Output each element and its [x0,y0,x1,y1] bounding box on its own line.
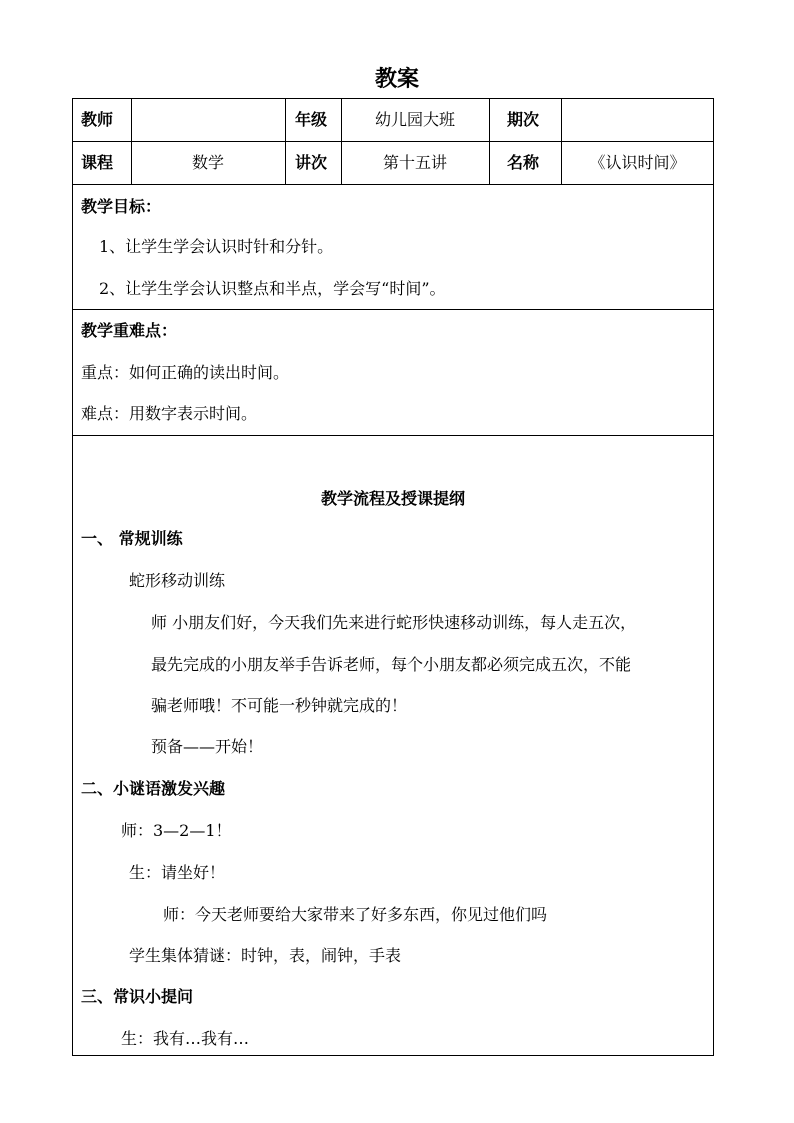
info-row-2 [73,142,713,184]
section-2-title: 二、小谜语激发兴趣 [81,779,226,798]
section-3-line-1: 生：我有…我有… [121,1029,250,1048]
objective-item-1: 1、让学生学会认识时针和分针。 [99,237,334,256]
objectives-heading: 教学目标： [81,197,162,216]
lesson-value: 第十五讲 [382,153,447,172]
course-value: 数学 [191,153,224,172]
section-1-line-1: 师 小朋友们好，今天我们先来进行蛇形快速移动训练，每人走五次， [151,613,637,632]
key-points-heading: 教学重难点： [81,321,178,340]
lesson-plan-table [72,98,714,1056]
key-point-difficulty: 难点：用数字表示时间。 [81,404,258,423]
period-value [562,99,713,141]
teacher-value [132,99,284,141]
section-3-title: 三、常识小提问 [81,987,194,1006]
document-title: 教案 [374,67,419,92]
objective-item-2: 2、让学生学会认识整点和半点，学会写“时间”。 [99,279,446,298]
section-1-subtitle: 蛇形移动训练 [129,571,226,590]
section-2-line-2: 生：请坐好！ [129,863,226,882]
name-value: 《认识时间》 [589,153,686,172]
name-label: 名称 [507,153,540,172]
lesson-label: 讲次 [295,153,328,172]
period-label: 期次 [507,110,540,129]
course-label: 课程 [81,153,114,172]
section-1-line-2: 最先完成的小朋友举手告诉老师，每个小朋友都必须完成五次，不能 [151,655,632,674]
info-row-1 [73,99,713,141]
process-heading: 教学流程及授课提纲 [320,489,465,508]
section-1-line-3: 骗老师哦！不可能一秒钟就完成的！ [151,696,408,715]
grade-value: 幼儿园大班 [374,110,455,129]
section-2-line-3: 师：今天老师要给大家带来了好多东西，你见过他们吗 [163,905,548,924]
section-2-line-1: 师：3—2—1！ [121,821,232,840]
section-1-line-4: 预备——开始！ [151,737,264,756]
section-1-title: 一、 常规训练 [81,529,183,548]
key-point-focus: 重点：如何正确的读出时间。 [81,363,290,382]
section-2-line-4: 学生集体猜谜：时钟，表，闹钟，手表 [129,946,402,965]
teacher-label: 教师 [81,110,114,129]
grade-label: 年级 [295,110,328,129]
